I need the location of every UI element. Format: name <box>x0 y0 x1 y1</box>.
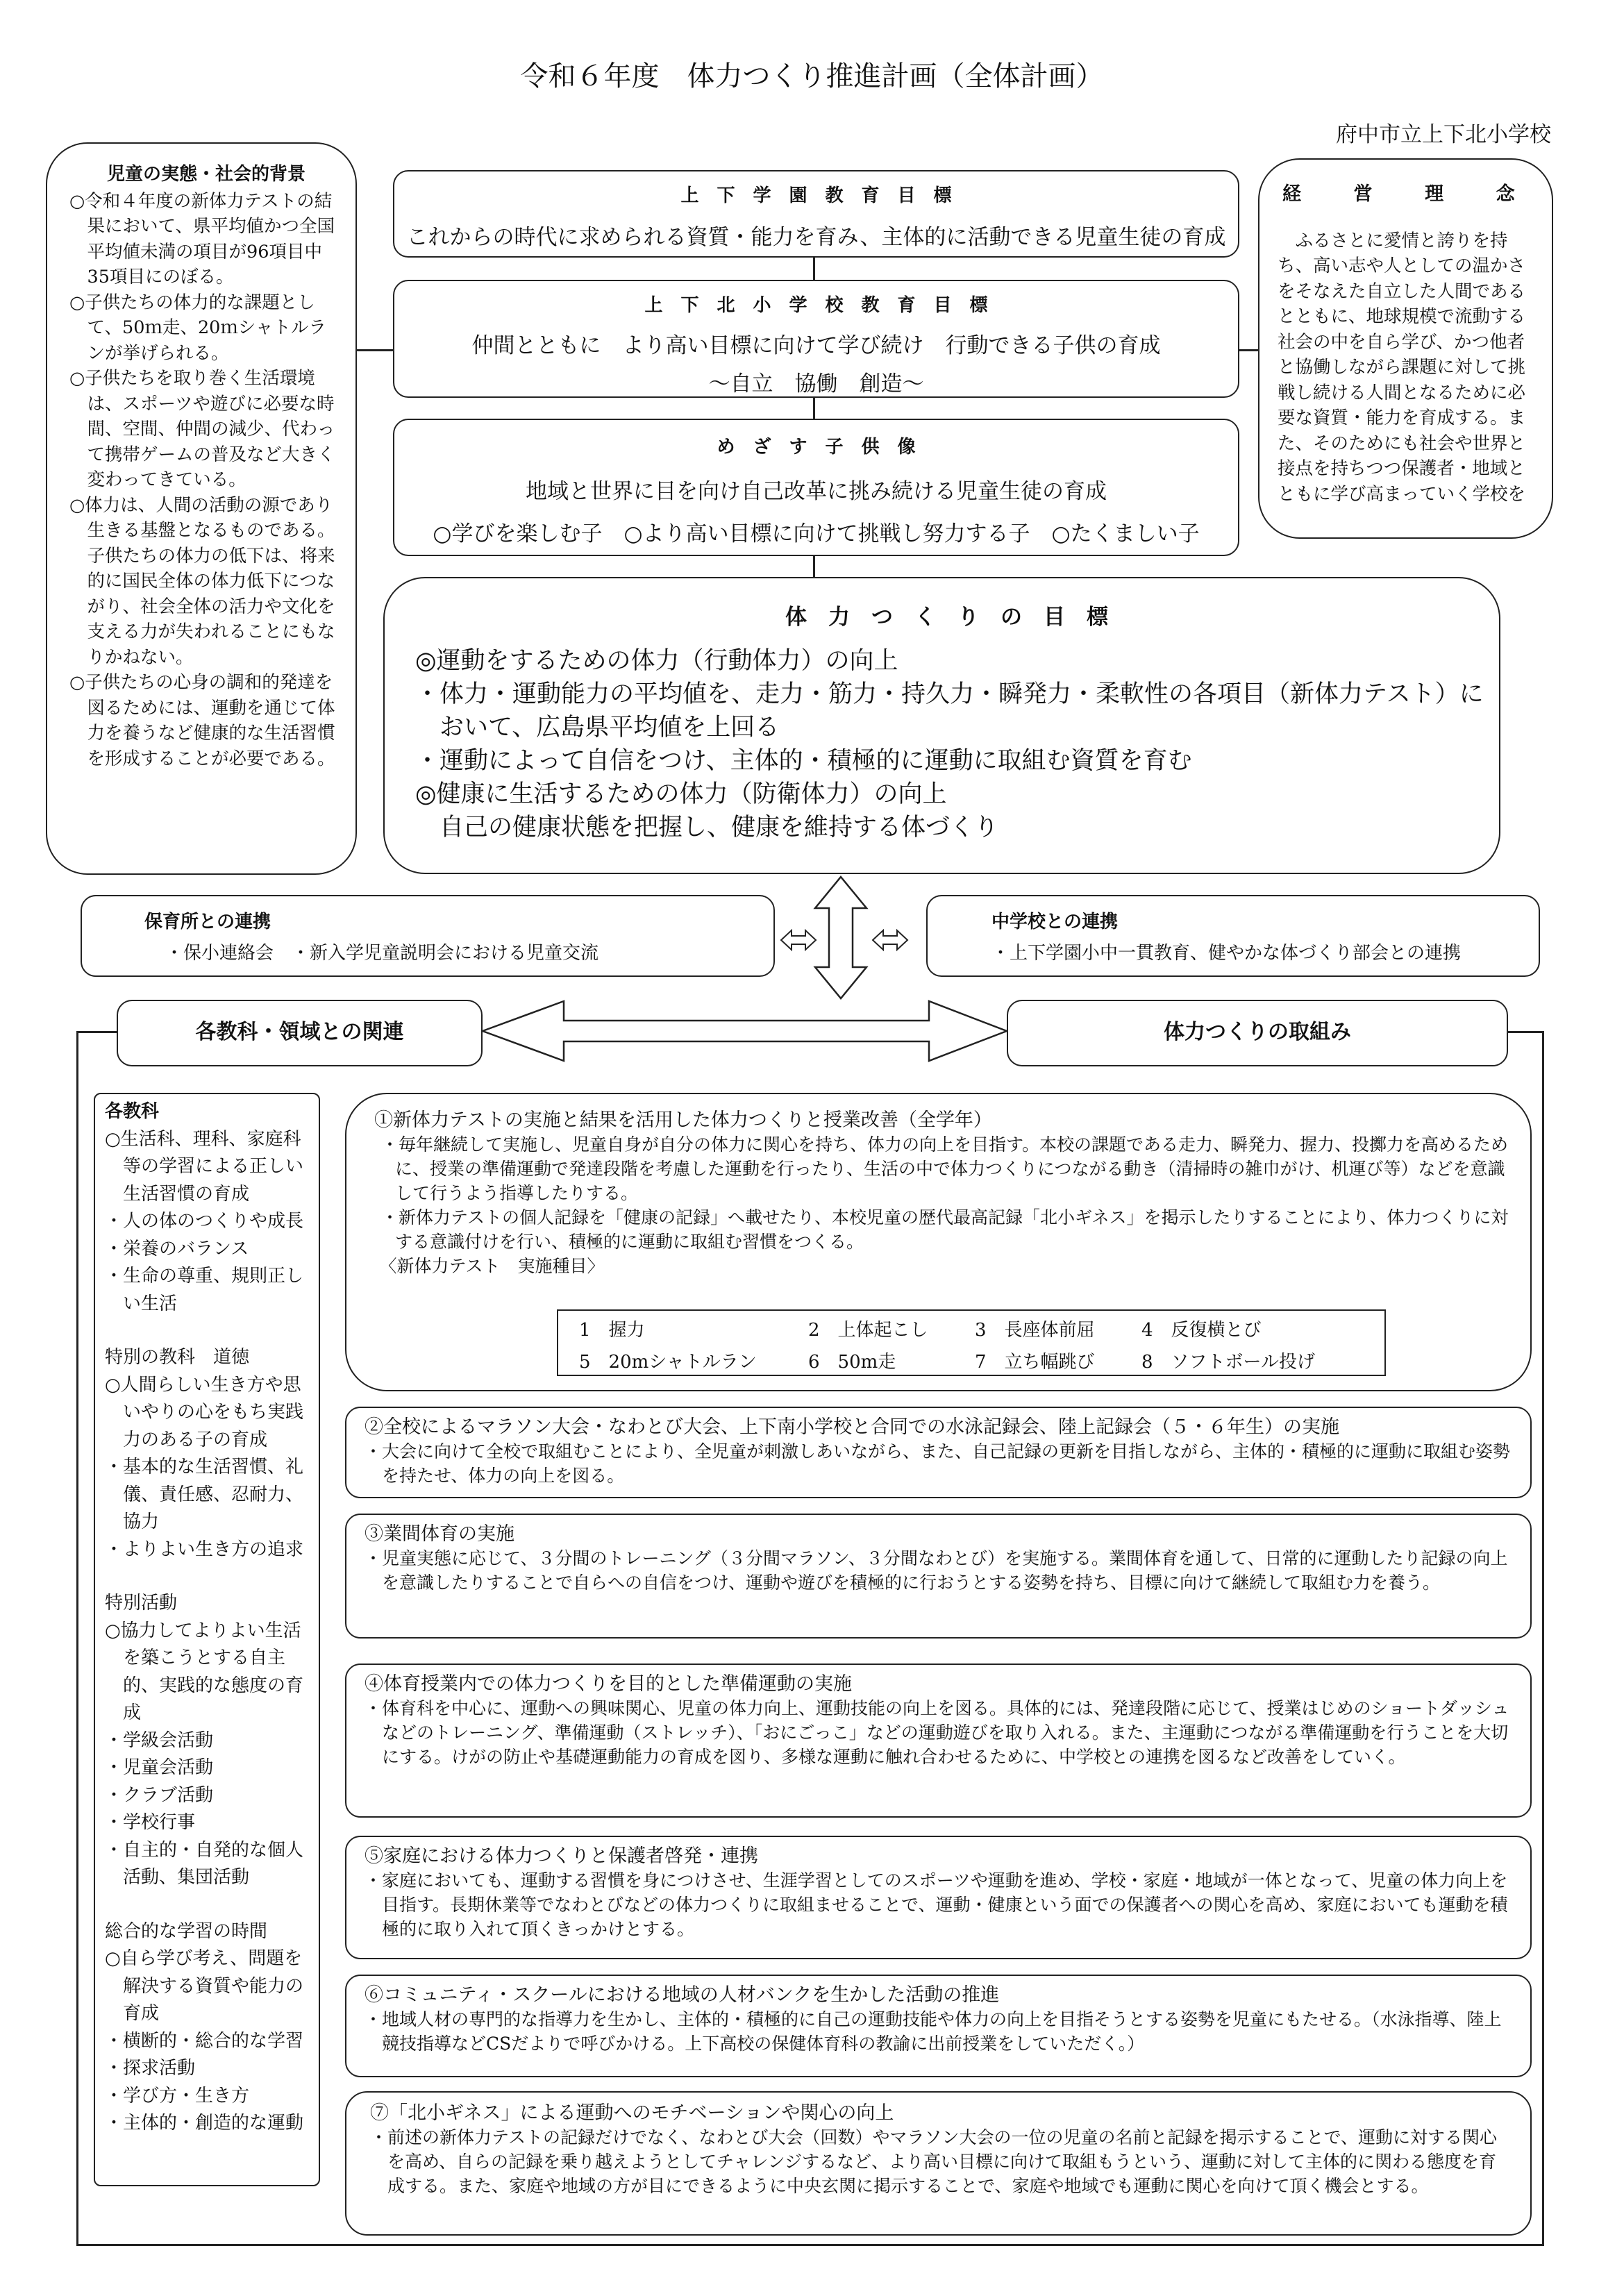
effort-box-7 <box>345 2091 1532 2236</box>
effort-box-2 <box>345 1407 1532 1498</box>
test-item: 2 上体起こし <box>808 1320 928 1341</box>
subject-item: ・探求活動 <box>105 2058 196 2079</box>
frame-line <box>76 2244 1544 2246</box>
gakuen-goal-text: これからの時代に求められる資質・能力を育み、主体的に活動できる児童生徒の育成 <box>406 225 1226 250</box>
background-item: ○子供たちの心身の調和的発達を図るためには、運動を通じて体力を養うなど健康的な生活習慣を形成することが必要である。 <box>69 672 335 769</box>
effort-title: ③業間体育の実施 <box>365 1523 514 1545</box>
effort-title: ④体育授業内での体力つくりを目的とした準備運動の実施 <box>365 1673 852 1695</box>
large-left-right-arrow-icon <box>483 1001 1007 1061</box>
effort-box-3 <box>345 1514 1532 1639</box>
subject-item: ・学び方・生き方 <box>105 2085 250 2106</box>
subject-item: ・主体的・創造的な運動 <box>105 2113 304 2134</box>
subject-heading: 各教科 <box>105 1101 160 1122</box>
fitness-goal-line: ◎健康に生活するための体力（防衛体力）の向上 <box>415 780 947 808</box>
subjects-column <box>94 1093 320 2186</box>
effort-box-4 <box>345 1664 1532 1818</box>
school-goal-text: 仲間とともに より高い目標に向けて学び続け 行動できる子供の育成 <box>471 333 1161 358</box>
effort-body: ・前述の新体力テストの記録だけでなく、なわとび大会（回数）やマラソン大会の一位の児童の名前と記録を掲示することで、運動に対する関心を高め、自らの記録を乗り越えようとしてチャレンジするなど、より高い目標に向けて取組もうという、運動に対して主体的に関わる態度を育成する。また、家庭や地域の方が目にできるように中央玄関に掲示することで、家庭や地域でも運動に関心を向けて頂く機会とする。 <box>370 2127 1498 2196</box>
subject-item: ○自ら学び考え、問題を解決する資質や能力の育成 <box>105 1948 304 2024</box>
effort-title: ①新体力テストの実施と結果を活用した体力つくりと授業改善（全学年） <box>374 1109 992 1131</box>
subject-item: ・クラブ活動 <box>105 1784 214 1806</box>
test-item: 5 20mシャトルラン <box>579 1352 757 1373</box>
subject-item: ・自主的・自発的な個人活動、集団活動 <box>105 1839 304 1888</box>
background-item: ○令和４年度の新体力テストの結果において、県平均値かつ全国平均値未満の項目が96項目中35項目にのぼる。 <box>69 190 335 287</box>
page-title: 令和６年度 体力つくり推進計画（全体計画） <box>520 60 1104 92</box>
test-item: 7 立ち幅跳び <box>975 1352 1095 1373</box>
frame-line <box>1542 1031 1544 2246</box>
frame-line <box>1508 1031 1544 1033</box>
ideal-child-text: 地域と世界に目を向け自己改革に挑み続ける児童生徒の育成 <box>526 479 1107 504</box>
effort-title: ⑦「北小ギネス」による運動へのモチベーションや関心の向上 <box>370 2102 894 2124</box>
effort-box-5 <box>345 1836 1532 1959</box>
frame-line <box>76 1031 117 1033</box>
effort-title: ⑥コミュニティ・スクールにおける地域の人材バンクを生かした活動の推進 <box>365 1984 1000 2006</box>
junior-high-collab-text: ・上下学園小中一貫教育、健やかな体づくり部会との連携 <box>991 943 1462 964</box>
subject-item: ・人の体のつくりや成長 <box>105 1211 304 1232</box>
junior-high-collab-heading: 中学校との連携 <box>991 912 1119 932</box>
fitness-goal-heading: 体 力 つ く り の 目 標 <box>785 605 1108 630</box>
frame-line <box>76 1031 78 2246</box>
fitness-goal-line: ・体力・運動能力の平均値を、走力・筋力・持久力・瞬発力・柔軟性の各項目（新体力テスト）に <box>415 680 1484 708</box>
subject-item: ・児童会活動 <box>105 1757 214 1778</box>
subject-item: ・学校行事 <box>105 1812 196 1833</box>
school-goal-heading: 上 下 北 小 学 校 教 育 目 標 <box>644 295 988 316</box>
subject-item: ○人間らしい生き方や思いやりの心をもち実践力のある子の育成 <box>105 1374 304 1450</box>
test-item: 1 握力 <box>579 1320 645 1341</box>
ideal-child-sub: ○学びを楽しむ子 ○より高い目標に向けて挑戦し努力する子 ○たくましい子 <box>433 521 1200 546</box>
effort-body: ・新体力テストの個人記録を「健康の記録」へ載せたり、本校児童の歴代最高記録「北小ギネス」を掲示したりすることにより、体力つくりに対する意識付けを行い、積極的に運動に取組む習慣をつくる。 <box>381 1207 1509 1252</box>
subject-item: ・学級会活動 <box>105 1729 214 1751</box>
subject-heading: 総合的な学習の時間 <box>105 1920 268 1942</box>
management-philosophy-heading: 経 営 理 念 <box>1282 183 1532 205</box>
background-item: ○子供たちを取り巻く生活環境は、スポーツや遊びに必要な時間、空間、仲間の減少、代わって携帯ゲームの普及など大きく変わってきている。 <box>69 368 335 490</box>
management-philosophy-text: ふるさとに愛情と誇りを持ち、高い志や人としての温かさをそなえた自立した人間であるとともに、地球規模で流動する社会の中を自ら学び、かつ他者と協働しながら課題に対して挑戦し続ける人間となるために必要な資質・能力を育成する。また、そのためにも社会や世界と接点を持ちつつ保護者・地域とともに学び高まっていく学校を <box>1278 230 1526 505</box>
background-item: ○子供たちの体力的な課題として、50ｍ走、20ｍシャトルランが挙げられる。 <box>69 292 326 364</box>
effort-box-1 <box>345 1093 1532 1391</box>
effort-note: 〈新体力テスト 実施種目〉 <box>379 1256 605 1276</box>
ideal-child-heading: め ざ す 子 供 像 <box>717 437 916 458</box>
test-items-table <box>557 1309 1386 1376</box>
subject-item: ・生命の尊重、規則正しい生活 <box>105 1266 304 1314</box>
effort-title: ②全校によるマラソン大会・なわとび大会、上下南小学校と合同での水泳記録会、陸上記録会（５・６年生）の実施 <box>365 1416 1339 1438</box>
test-item: 3 長座体前屈 <box>975 1320 1095 1341</box>
nursery-collab-text: ・保小連絡会 ・新入学児童説明会における児童交流 <box>165 943 599 964</box>
arrows-diagram <box>0 0 1624 1083</box>
subjects-relation-label: 各教科・領域との関連 <box>117 1000 483 1066</box>
fitness-goal-line: ・運動によって自信をつけ、主体的・積極的に運動に取組む資質を育む <box>415 747 1192 775</box>
subject-item: ・基本的な生活習慣、礼儀、責任感、忍耐力、協力 <box>105 1457 304 1532</box>
fitness-efforts-label: 体力つくりの取組み <box>1007 1000 1508 1066</box>
subject-item: ・横断的・総合的な学習 <box>105 2030 304 2052</box>
subject-item: ○協力してよりよい生活を築こうとする自主的、実践的な態度の育成 <box>105 1620 304 1723</box>
left-right-arrow-icon <box>873 930 907 950</box>
effort-body: ・大会に向けて全校で取組むことにより、全児童が刺激しあいながら、また、自己記録の更新を目指しながら、主体的・積極的に運動に取組む姿勢を持たせ、体力の向上を図る。 <box>365 1441 1511 1486</box>
effort-box-6 <box>345 1975 1532 2077</box>
effort-body: ・毎年継続して実施し、児童自身が自分の体力に関心を持ち、体力の向上を目指す。本校の課題である走力、瞬発力、握力、投擲力を高めるために、授業の準備運動で発達段階を考慮した運動を行ったり、生活の中で体力つくりにつながる動き（清掃時の雑巾がけ、机運び等）などを意識して行うよう指導したりする。 <box>381 1134 1509 1203</box>
subject-item: ・よりよい生き方の追求 <box>105 1539 304 1560</box>
fitness-goal-line: 自己の健康状態を把握し、健康を維持する体づくり <box>415 814 999 841</box>
school-goal-sub: ～自立 協働 創造～ <box>708 371 924 396</box>
effort-title: ⑤家庭における体力つくりと保護者啓発・連携 <box>365 1845 758 1867</box>
test-item: 8 ソフトボール投げ <box>1141 1352 1316 1373</box>
subject-heading: 特別活動 <box>105 1593 178 1614</box>
test-item: 6 50m走 <box>808 1352 896 1373</box>
subject-item: ○生活科、理科、家庭科等の学習による正しい生活習慣の育成 <box>105 1128 304 1205</box>
effort-body: ・体育科を中心に、運動への興味関心、児童の体力向上、運動技能の向上を図る。具体的には、発達段階に応じて、授業はじめのショートダッシュなどのトレーニング、準備運動（ストレッチ）、「おにごっこ」などの運動遊びを取り入れる。また、主運動につながる準備運動を行うことを大切にする。けがの防止や基礎運動能力の育成を図り、多様な運動に触れ合わせるために、中学校との連携を図るなど改善をしていく。 <box>365 1698 1509 1767</box>
nursery-collab-heading: 保育所との連携 <box>144 912 271 932</box>
effort-body: ・児童実態に応じて、３分間のトレーニング（３分間マラソン、３分間なわとび）を実施する。業間体育を通して、日常的に運動したり記録の向上を意識したりすることで自らへの自信をつけ、運動や遊びを積極的に行おうとする姿勢を持ち、目標に向けて継続して取組む力を養う。 <box>365 1548 1508 1593</box>
fitness-goal-line: おいて、広島県平均値を上回る <box>415 714 780 741</box>
vertical-double-arrow-icon <box>815 877 867 998</box>
subject-item: ・栄養のバランス <box>105 1238 249 1259</box>
left-right-arrow-icon <box>781 930 816 950</box>
gakuen-goal-heading: 上 下 学 園 教 育 目 標 <box>680 185 952 206</box>
effort-body: ・地域人材の専門的な指導力を生かし、主体的・積極的に自己の運動技能や体力の向上を目指そうとする姿勢を児童にもたせる。（水泳指導、陸上競技指導などCSだよりで呼びかける。上下高校の保健体育科の教諭に出前授業をしていただく。） <box>365 2009 1502 2054</box>
effort-body: ・家庭においても、運動する習慣を身につけさせ、生涯学習としてのスポーツや運動を進め、学校・家庭・地域が一体となって、児童の体力向上を目指す。長期休業等でなわとびなどの体力つくりに取組ませることで、運動・健康という面での保護者への関心を高め、家庭においても運動を積極的に取り入れて頂くきっかけとする。 <box>365 1870 1508 1939</box>
background-item: ○体力は、人間の活動の源であり生きる基盤となるものである。子供たちの体力の低下は、将来的に国民全体の体力低下につながり、社会全体の活力や文化を支える力が失われることにもなりかねない。 <box>69 494 335 668</box>
subject-heading: 特別の教科 道徳 <box>105 1347 250 1368</box>
test-item: 4 反復横とび <box>1141 1320 1262 1341</box>
fitness-goal-line: ◎運動をするための体力（行動体力）の向上 <box>415 647 898 675</box>
background-heading: 児童の実態・社会的背景 <box>106 164 305 185</box>
school-name: 府中市立上下北小学校 <box>1336 122 1551 147</box>
